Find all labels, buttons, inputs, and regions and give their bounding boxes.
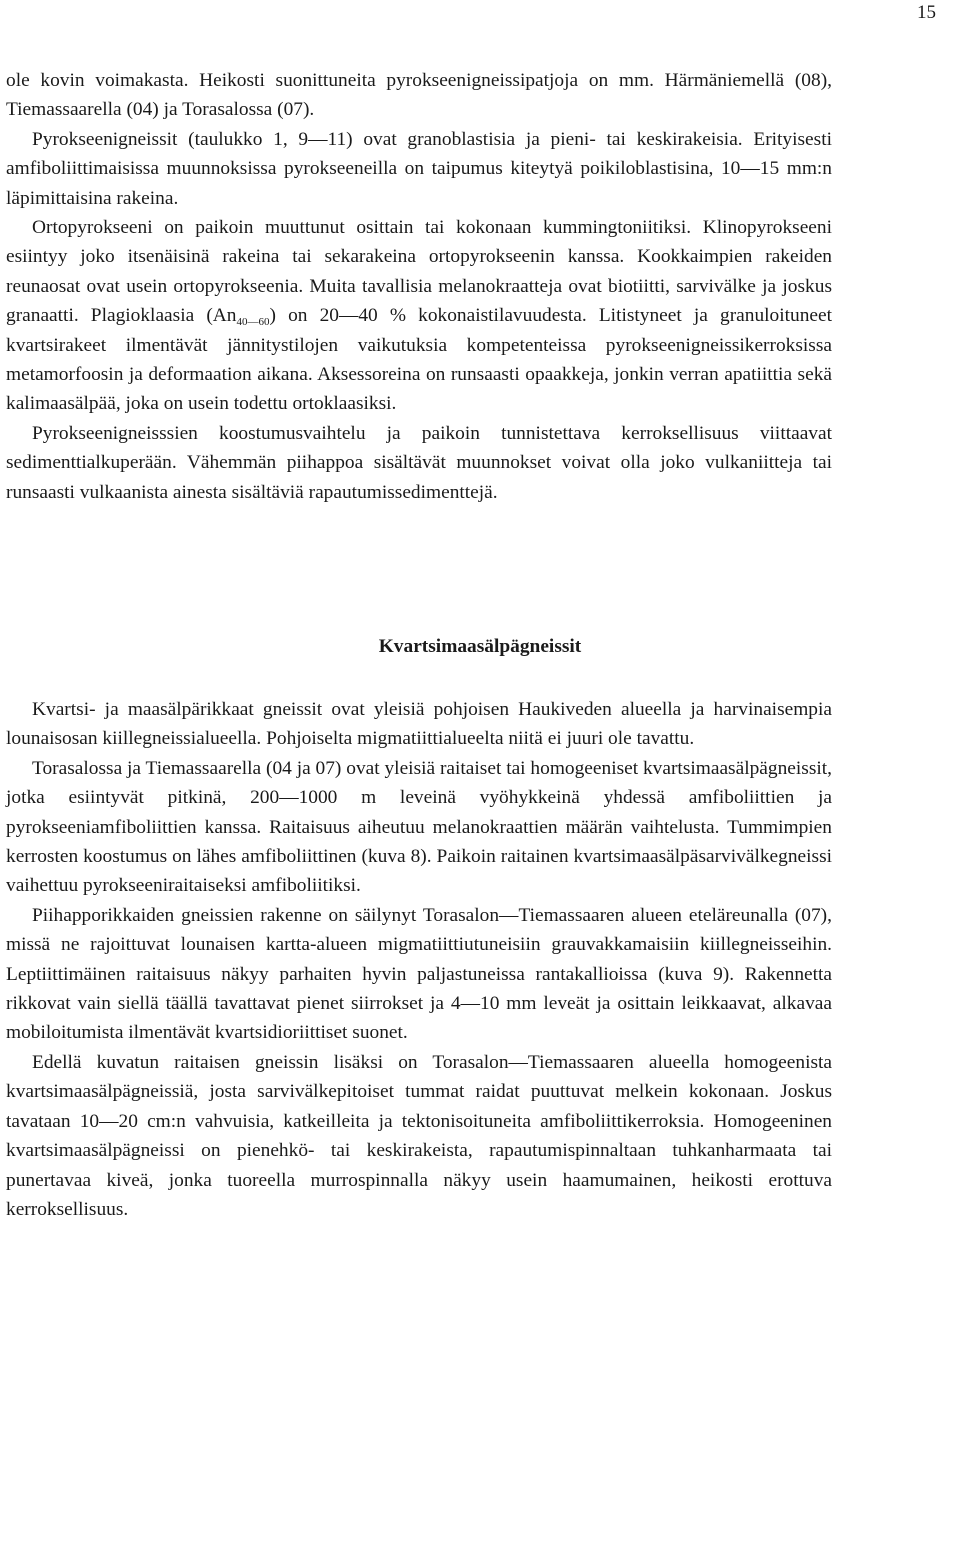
paragraph: Piihapporikkaiden gneissien rakenne on säilynyt Torasalon—Tiemassaaren alueen eteläreunalla (07), missä ne rajoittuvat lounaisen kartta-alueen migmatiittiutuneisiin grauvakkamaisiin kiillegneisseihin. Leptiittimäinen raitaisuus näkyy parhaiten hyvin paljastuneissa rantakallioissa (kuva 9). Rakennetta rikkovat vain siellä täällä tavattavat pienet siirrokset ja 4—10 mm leveät ja osittain leikkaavat, alkavaa mobiloitumista ilmentävät kvartsidioriittiset suonet. <box>6 904 832 1044</box>
section-heading: Kvartsimaasälpägneissit <box>378 636 582 657</box>
section-quartz-feldspar-gneiss <box>6 695 832 1224</box>
paragraph: Edellä kuvatun raitaisen gneissin lisäksi on Torasalon—Tiemassaaren alueella homogeenista kvartsimaasälpägneissiä, josta sarvivälkepitoiset tummat raidat puuttuvat melkein kokonaan. Joskus tavataan 10—20 cm:n vahvuisia, katkeilleita ja tektonisoituneita amfiboliittikerroksia. Homogeeninen kvartsimaasälpägneissi on pienehkö- tai keskirakeista, rapautumispinnaltaan tuhkanharmaata tai punertavaa kiveä, jonka tuoreella murrospinnalla näkyy usein haamumainen, heikosti erottuva kerroksellisuus. <box>6 1051 832 1220</box>
paragraph: Kvartsi- ja maasälpärikkaat gneissit ovat yleisiä pohjoisen Haukiveden alueella ja harvinaisempia lounaisosan kiillegneissialueella. Pohjoiselta migmatiittialueelta niitä ei juuri ole tavattu. <box>6 699 832 750</box>
paragraph: Pyrokseenigneissit (taulukko 1, 9—11) ovat granoblastisia ja pieni- tai keskirakeisia. Erityisesti amfiboliittimaisissa muunnoksissa pyrokseeneilla on taipumus kiteytyä poikiloblastisina, 10—15 mm:n läpimittaisina rakeina. <box>6 128 832 209</box>
paragraph-text: ) on 20—40 % kokonaistilavuudesta. Litistyneet ja granuloituneet kvartsirakeet ilmentävät jännitystilojen vaikutuksia kompetenteissa pyrokseenigneissikerroksissa metamorfoosin ja deformaation aikana. Aksessoreina on runsaasti opaakkeja, jonkin verran apatiittia sekä kalimaasälpää, joka on usein todettu ortoklaasiksi. <box>6 305 833 415</box>
section-pyroxene-gneiss <box>6 66 832 507</box>
paragraph: Torasalossa ja Tiemassaarella (04 ja 07) ovat yleisiä raitaiset tai homogeeniset kvartsimaasälpägneissit, jotka esiintyvät pitkinä, 200—1000 m leveinä vyöhykkeinä yhdessä amfiboliittien ja pyrokseeniamfiboliittien kanssa. Raitaisuus aiheutuu melanokraattien määrän vaihtelusta. Tummimpien kerrosten koostumus on lähes amfiboliittinen (kuva 8). Paikoin raitainen kvartsimaasälpäsarvivälkegneissi vaihettuu pyrokseeniraitaiseksi amfiboliitiksi. <box>6 757 832 897</box>
paragraph <box>6 213 832 419</box>
paragraph: ole kovin voimakasta. Heikosti suonittuneita pyrokseenigneissipatjoja on mm. Härmäniemellä (08), Tiemassaarella (04) ja Torasalossa (07). <box>6 70 832 121</box>
subscript: 40—60 <box>236 316 270 329</box>
page-number: 15 <box>917 2 936 23</box>
paragraph-text: Ortopyrokseeni on paikoin muuttunut osittain tai kokonaan kummingtoniitiksi. Klinopyrokseeni esiintyy joko itsenäisinä rakeina tai sekarakeina ortopyrokseenin kanssa. Kookkaimpien rakeiden reunaosat ovat usein ortopyrokseenia. Muita tavallisia melanokraatteja ovat biotiitti, sarvivälke ja joskus granaatti. Plagioklaasia (An <box>6 217 832 327</box>
paragraph: Pyrokseenigneisssien koostumusvaihtelu ja paikoin tunnistettava kerroksellisuus viittaavat sedimenttialkuperään. Vähemmän piihappoa sisältävät muunnokset voivat olla joko vulkaniitteja tai runsaasti vulkaanista ainesta sisältäviä rapautumissedimenttejä. <box>6 422 832 503</box>
